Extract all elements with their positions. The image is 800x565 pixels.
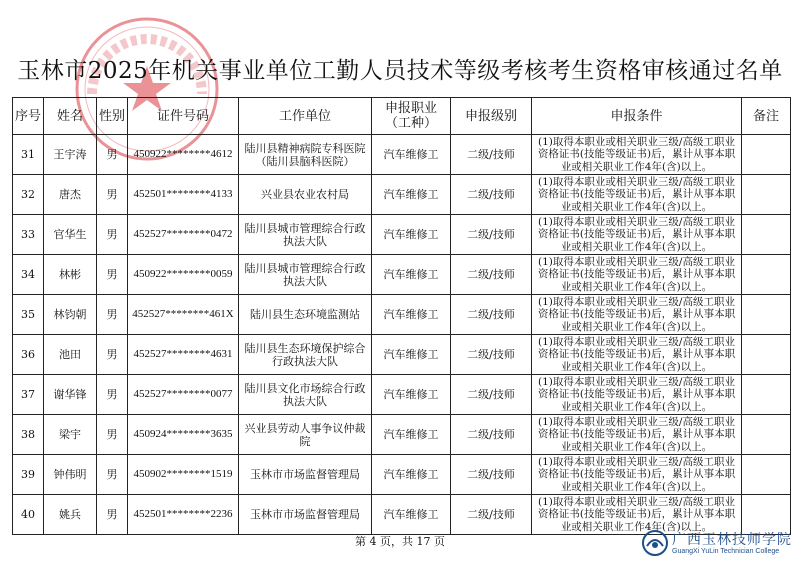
cell-condition: (1)取得本职业或相关职业三级/高级工职业资格证书(技能等级证书)后，累计从事本职业或相关职业工作4年(含)以上。 — [532, 215, 742, 255]
table-row — [13, 175, 791, 215]
cell-employer: 陆川县文化市场综合行政执法大队 — [239, 375, 372, 415]
cell-remark — [742, 335, 791, 375]
cell-gender: 男 — [97, 255, 128, 295]
cell-id: 452501********2236 — [128, 495, 239, 535]
table-row — [13, 455, 791, 495]
cell-no: 31 — [13, 135, 44, 175]
header-occupation: 申报职业（工种） — [372, 98, 451, 135]
cell-occupation: 汽车维修工 — [372, 335, 451, 375]
cell-remark — [742, 175, 791, 215]
header-gender: 性别 — [97, 98, 128, 135]
cell-condition: (1)取得本职业或相关职业三级/高级工职业资格证书(技能等级证书)后，累计从事本职业或相关职业工作4年(含)以上。 — [532, 495, 742, 535]
page-footer: 第 4 页，共 17 页 — [355, 535, 445, 548]
table-row — [13, 375, 791, 415]
table-row — [13, 215, 791, 255]
cell-id: 450924********3635 — [128, 415, 239, 455]
cell-name: 谢华锋 — [44, 375, 97, 415]
cell-name: 姚兵 — [44, 495, 97, 535]
header-name: 姓名 — [44, 98, 97, 135]
cell-gender: 男 — [97, 415, 128, 455]
cell-name: 钟伟明 — [44, 455, 97, 495]
cell-condition: (1)取得本职业或相关职业三级/高级工职业资格证书(技能等级证书)后，累计从事本职业或相关职业工作4年(含)以上。 — [532, 135, 742, 175]
cell-condition: (1)取得本职业或相关职业三级/高级工职业资格证书(技能等级证书)后，累计从事本职业或相关职业工作4年(含)以上。 — [532, 375, 742, 415]
cell-remark — [742, 135, 791, 175]
cell-occupation: 汽车维修工 — [372, 135, 451, 175]
cell-gender: 男 — [97, 495, 128, 535]
cell-employer: 陆川县精神病院专科医院（陆川县脑科医院） — [239, 135, 372, 175]
document-title: 玉林市2025年机关事业单位工勤人员技术等级考核考生资格审核通过名单 — [17, 58, 783, 84]
header-level: 申报级别 — [451, 98, 532, 135]
cell-no: 34 — [13, 255, 44, 295]
cell-level: 二级/技师 — [451, 455, 532, 495]
cell-level: 二级/技师 — [451, 495, 532, 535]
cell-id: 452527********0077 — [128, 375, 239, 415]
cell-employer: 陆川县生态环境监测站 — [239, 295, 372, 335]
cell-name: 林彬 — [44, 255, 97, 295]
cell-no: 35 — [13, 295, 44, 335]
cell-condition: (1)取得本职业或相关职业三级/高级工职业资格证书(技能等级证书)后，累计从事本职业或相关职业工作4年(含)以上。 — [532, 175, 742, 215]
cell-occupation: 汽车维修工 — [372, 495, 451, 535]
cell-level: 二级/技师 — [451, 375, 532, 415]
cell-name: 官华生 — [44, 215, 97, 255]
college-emblem-icon — [642, 530, 668, 556]
college-logo — [642, 527, 798, 563]
cell-gender: 男 — [97, 375, 128, 415]
cell-no: 38 — [13, 415, 44, 455]
cell-occupation: 汽车维修工 — [372, 215, 451, 255]
cell-id: 452501********4133 — [128, 175, 239, 215]
table-row — [13, 255, 791, 295]
cell-id: 450922********0059 — [128, 255, 239, 295]
cell-employer: 陆川县生态环境保护综合行政执法大队 — [239, 335, 372, 375]
cell-occupation: 汽车维修工 — [372, 175, 451, 215]
cell-occupation: 汽车维修工 — [372, 295, 451, 335]
table-row — [13, 415, 791, 455]
cell-id: 450902********1519 — [128, 455, 239, 495]
cell-remark — [742, 255, 791, 295]
cell-level: 二级/技师 — [451, 215, 532, 255]
college-name-en: GuangXi YuLin Technician College — [672, 548, 780, 555]
cell-level: 二级/技师 — [451, 255, 532, 295]
cell-no: 33 — [13, 215, 44, 255]
cell-gender: 男 — [97, 215, 128, 255]
table-row — [13, 135, 791, 175]
cell-employer: 玉林市市场监督管理局 — [239, 495, 372, 535]
cell-no: 32 — [13, 175, 44, 215]
cell-occupation: 汽车维修工 — [372, 415, 451, 455]
cell-remark — [742, 375, 791, 415]
cell-employer: 兴业县劳动人事争议仲裁院 — [239, 415, 372, 455]
cell-gender: 男 — [97, 455, 128, 495]
cell-level: 二级/技师 — [451, 135, 532, 175]
cell-condition: (1)取得本职业或相关职业三级/高级工职业资格证书(技能等级证书)后，累计从事本职业或相关职业工作4年(含)以上。 — [532, 295, 742, 335]
cell-remark — [742, 295, 791, 335]
table-row — [13, 295, 791, 335]
cell-no: 39 — [13, 455, 44, 495]
cell-gender: 男 — [97, 135, 128, 175]
cell-remark — [742, 215, 791, 255]
cell-employer: 兴业县农业农村局 — [239, 175, 372, 215]
cell-condition: (1)取得本职业或相关职业三级/高级工职业资格证书(技能等级证书)后，累计从事本职业或相关职业工作4年(含)以上。 — [532, 255, 742, 295]
header-id: 证件号码 — [128, 98, 239, 135]
cell-name: 唐杰 — [44, 175, 97, 215]
cell-name: 林钧朝 — [44, 295, 97, 335]
cell-id: 452527********0472 — [128, 215, 239, 255]
cell-occupation: 汽车维修工 — [372, 455, 451, 495]
cell-remark — [742, 455, 791, 495]
cell-level: 二级/技师 — [451, 415, 532, 455]
cell-remark — [742, 415, 791, 455]
cell-condition: (1)取得本职业或相关职业三级/高级工职业资格证书(技能等级证书)后，累计从事本职业或相关职业工作4年(含)以上。 — [532, 335, 742, 375]
cell-condition: (1)取得本职业或相关职业三级/高级工职业资格证书(技能等级证书)后，累计从事本职业或相关职业工作4年(含)以上。 — [532, 415, 742, 455]
cell-gender: 男 — [97, 175, 128, 215]
college-name-cn: 广西玉林技师学院 — [672, 532, 792, 548]
cell-no: 40 — [13, 495, 44, 535]
cell-gender: 男 — [97, 335, 128, 375]
header-condition: 申报条件 — [532, 98, 742, 135]
cell-occupation: 汽车维修工 — [372, 375, 451, 415]
cell-employer: 陆川县城市管理综合行政执法大队 — [239, 255, 372, 295]
cell-id: 452527********4631 — [128, 335, 239, 375]
cell-condition: (1)取得本职业或相关职业三级/高级工职业资格证书(技能等级证书)后，累计从事本职业或相关职业工作4年(含)以上。 — [532, 455, 742, 495]
cell-name: 池田 — [44, 335, 97, 375]
cell-occupation: 汽车维修工 — [372, 255, 451, 295]
cell-id: 450922********4612 — [128, 135, 239, 175]
cell-name: 梁宇 — [44, 415, 97, 455]
cell-level: 二级/技师 — [451, 175, 532, 215]
cell-gender: 男 — [97, 295, 128, 335]
table-row — [13, 335, 791, 375]
table-header-row — [13, 98, 791, 135]
header-no: 序号 — [13, 98, 44, 135]
cell-level: 二级/技师 — [451, 335, 532, 375]
cell-name: 王宇涛 — [44, 135, 97, 175]
cell-level: 二级/技师 — [451, 295, 532, 335]
cell-employer: 玉林市市场监督管理局 — [239, 455, 372, 495]
cell-employer: 陆川县城市管理综合行政执法大队 — [239, 215, 372, 255]
cell-no: 37 — [13, 375, 44, 415]
header-employer: 工作单位 — [239, 98, 372, 135]
cell-no: 36 — [13, 335, 44, 375]
header-remark: 备注 — [742, 98, 791, 135]
cell-id: 452527********461X — [128, 295, 239, 335]
candidate-table — [12, 97, 791, 535]
